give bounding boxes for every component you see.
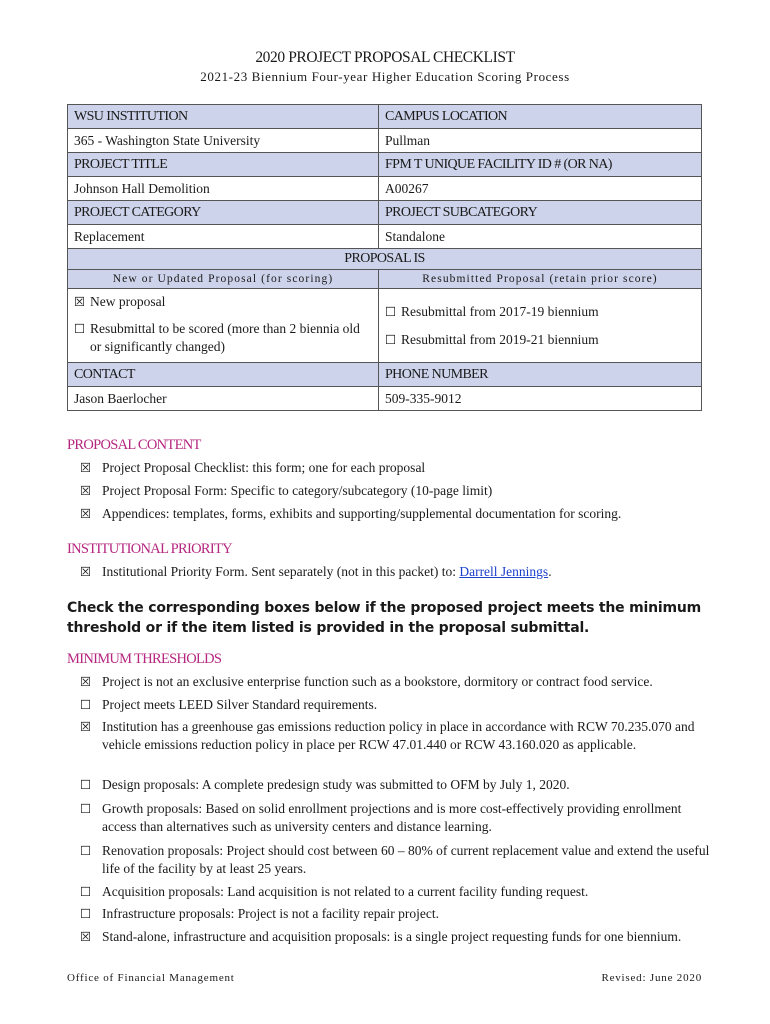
subcategory-label: PROJECT SUBCATEGORY: [379, 201, 702, 225]
proposal-content-item: [80, 459, 710, 477]
priority-text: Institutional Priority Form. Sent separately (not in this packet) to:: [102, 564, 460, 579]
institution-label: WSU INSTITUTION: [68, 105, 379, 129]
item-text: Acquisition proposals: Land acquisition is not related to a current facility funding request.: [102, 884, 589, 899]
facility-id-label: FPM T UNIQUE FACILITY ID # (OR NA): [379, 153, 702, 177]
threshold-item: [80, 673, 710, 691]
new-proposal-options: [68, 289, 379, 363]
new-proposal-option[interactable]: [74, 293, 372, 311]
checkbox-icon[interactable]: ☐: [80, 884, 92, 899]
document-title: 2020 PROJECT PROPOSAL CHECKLIST: [255, 49, 515, 66]
checked-box-icon[interactable]: ☒: [80, 719, 92, 734]
phone-value[interactable]: 509-335-9012: [379, 387, 702, 411]
facility-id-value[interactable]: A00267: [379, 177, 702, 201]
resubmitted-proposal-column-label: Resubmitted Proposal (retain prior score): [379, 270, 702, 289]
footer-revised: Revised: June 2020: [601, 972, 702, 984]
threshold-item: [80, 776, 710, 794]
phone-label: PHONE NUMBER: [379, 363, 702, 387]
proposal-content-item: [80, 482, 710, 500]
threshold-item: [80, 928, 710, 946]
trailing-period: .: [548, 564, 552, 579]
project-info-table: [67, 104, 702, 411]
item-text: Project is not an exclusive enterprise function such as a bookstore, dormitory or contract food service.: [102, 674, 653, 689]
option-label: Resubmittal from 2019-21 biennium: [401, 332, 599, 347]
item-text: [102, 563, 710, 581]
threshold-item: [80, 800, 710, 836]
checkbox-icon[interactable]: ☐: [80, 906, 92, 921]
proposal-content-heading: PROPOSAL CONTENT: [67, 437, 201, 453]
resubmittal-2019-option[interactable]: [385, 331, 695, 349]
threshold-item: [80, 842, 710, 878]
item-text: Institution has a greenhouse gas emissions reduction policy in place in accordance with RCW 70.235.070 and vehicle emissions reduction policy in place per RCW 47.01.440 or RCW 43.160.020 as applicable.: [102, 719, 695, 752]
checkbox-icon[interactable]: ☐: [385, 304, 397, 319]
checkbox-icon[interactable]: ☐: [80, 843, 92, 858]
checked-box-icon[interactable]: ☒: [80, 674, 92, 689]
threshold-instruction: Check the corresponding boxes below if the proposed project meets the minimum threshold or if the item listed is provided in the proposal submittal.: [67, 600, 702, 636]
checkbox-icon[interactable]: ☐: [74, 321, 86, 336]
checkbox-icon[interactable]: ☐: [80, 777, 92, 792]
contact-label: CONTACT: [68, 363, 379, 387]
category-label: PROJECT CATEGORY: [68, 201, 379, 225]
footer-office: Office of Financial Management: [67, 972, 235, 984]
category-value[interactable]: Replacement: [68, 225, 379, 249]
checkbox-icon[interactable]: ☐: [80, 697, 92, 712]
document-subtitle: 2021-23 Biennium Four-year Higher Education Scoring Process: [200, 69, 570, 84]
subcategory-value[interactable]: Standalone: [379, 225, 702, 249]
option-label: Resubmittal from 2017-19 biennium: [401, 304, 599, 319]
darrell-jennings-link[interactable]: Darrell Jennings: [459, 564, 549, 579]
item-text: Stand-alone, infrastructure and acquisition proposals: is a single project requesting funds for one biennium.: [102, 929, 682, 944]
campus-value[interactable]: Pullman: [379, 129, 702, 153]
threshold-item: [80, 905, 710, 923]
resubmitted-proposal-options: [379, 289, 702, 363]
institutional-priority-heading: INSTITUTIONAL PRIORITY: [67, 541, 232, 557]
option-label: New proposal: [90, 294, 166, 309]
checkbox-icon[interactable]: ☐: [385, 332, 397, 347]
item-text: Infrastructure proposals: Project is not a facility repair project.: [102, 906, 440, 921]
resubmittal-2017-option[interactable]: [385, 303, 695, 321]
new-proposal-column-label: New or Updated Proposal (for scoring): [68, 270, 379, 289]
proposal-is-label: PROPOSAL IS: [68, 249, 702, 270]
item-text: Project meets LEED Silver Standard requirements.: [102, 697, 378, 712]
checked-box-icon[interactable]: ☒: [80, 564, 92, 579]
checkbox-icon[interactable]: ☐: [80, 801, 92, 816]
checked-box-icon[interactable]: ☒: [80, 460, 92, 475]
resubmittal-scored-option[interactable]: [74, 320, 372, 356]
option-label: Resubmittal to be scored (more than 2 biennia old or significantly changed): [90, 321, 360, 354]
institutional-priority-item: [80, 563, 710, 581]
checked-box-icon[interactable]: ☒: [74, 294, 86, 309]
project-title-value[interactable]: Johnson Hall Demolition: [68, 177, 379, 201]
checked-box-icon[interactable]: ☒: [80, 483, 92, 498]
institution-value[interactable]: 365 - Washington State University: [68, 129, 379, 153]
minimum-thresholds-heading: MINIMUM THRESHOLDS: [67, 651, 222, 667]
item-text: Project Proposal Checklist: this form; one for each proposal: [102, 460, 426, 475]
item-text: Project Proposal Form: Specific to category/subcategory (10-page limit): [102, 483, 493, 498]
campus-label: CAMPUS LOCATION: [379, 105, 702, 129]
project-title-label: PROJECT TITLE: [68, 153, 379, 177]
item-text: Renovation proposals: Project should cost between 60 – 80% of current replacement value and extend the useful life of the facility by at least 25 years.: [102, 843, 710, 876]
checked-box-icon[interactable]: ☒: [80, 929, 92, 944]
threshold-item: [80, 883, 710, 901]
threshold-item: [80, 718, 710, 754]
item-text: Growth proposals: Based on solid enrollment projections and is more cost-effectively providing enrollment access than alternatives such as university centers and distance learning.: [102, 801, 682, 834]
threshold-item: [80, 696, 710, 714]
contact-value[interactable]: Jason Baerlocher: [68, 387, 379, 411]
proposal-content-item: [80, 505, 710, 523]
checked-box-icon[interactable]: ☒: [80, 506, 92, 521]
item-text: Design proposals: A complete predesign study was submitted to OFM by July 1, 2020.: [102, 777, 570, 792]
item-text: Appendices: templates, forms, exhibits and supporting/supplemental documentation for scoring.: [102, 506, 622, 521]
